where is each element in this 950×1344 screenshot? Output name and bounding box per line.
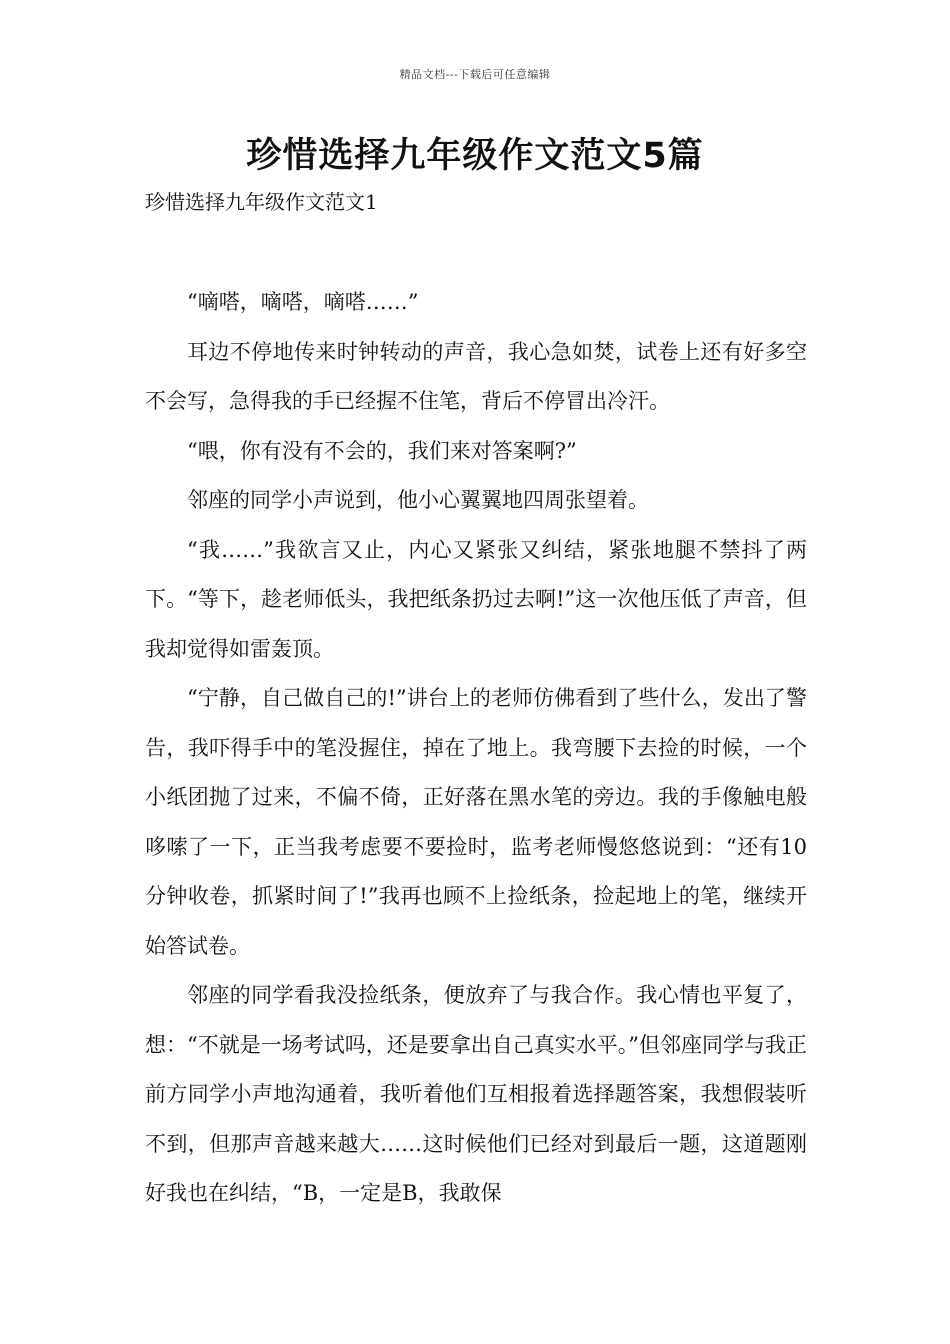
- paragraph: 耳边不停地传来时钟转动的声音，我心急如焚，试卷上还有好多空不会写，急得我的手已经握不住笔，背后不停冒出冷汗。: [145, 339, 807, 413]
- body-text: [145, 278, 807, 1219]
- paragraph: 邻座的同学看我没捡纸条，便放弃了与我合作。我心情也平复了，想：“不就是一场考试吗，还是要拿出自己真实水平。”但邻座同学与我正前方同学小声地沟通着，我听着他们互相报着选择题答案，我想假装听不到，但那声音越来越大……这时候他们已经对到最后一题，这道题刚好我也在纠结，“B，一定是B，我敢保: [145, 983, 807, 1205]
- paragraph: “喂，你有没有不会的，我们来对答案啊?”: [187, 438, 577, 463]
- header-note: 精品文档---下载后可任意编辑: [399, 68, 551, 81]
- paragraph: 邻座的同学小声说到，他小心翼翼地四周张望着。: [187, 488, 649, 512]
- document-title: 珍惜选择九年级作文范文5篇: [246, 136, 704, 176]
- paragraph: “嘀嗒，嘀嗒，嘀嗒……”: [187, 290, 419, 314]
- document-subtitle: 珍惜选择九年级作文范文1: [145, 190, 378, 214]
- paragraph: “宁静，自己做自己的!”讲台上的老师仿佛看到了些什么，发出了警告，我吓得手中的笔没握住，掉在了地上。我弯腰下去捡的时候，一个小纸团抛了过来，不偏不倚，正好落在黑水笔的旁边。我的手像触电般哆嗦了一下，正当我考虑要不要捡时，监考老师慢悠悠说到：“还有10分钟收卷，抓紧时间了!”我再也顾不上捡纸条，捡起地上的笔，继续开始答试卷。: [145, 686, 807, 958]
- paragraph: “我……”我欲言又止，内心又紧张又纠结，紧张地腿不禁抖了两下。“等下，趁老师低头，我把纸条扔过去啊!”这一次他压低了声音，但我却觉得如雷轰顶。: [145, 537, 807, 661]
